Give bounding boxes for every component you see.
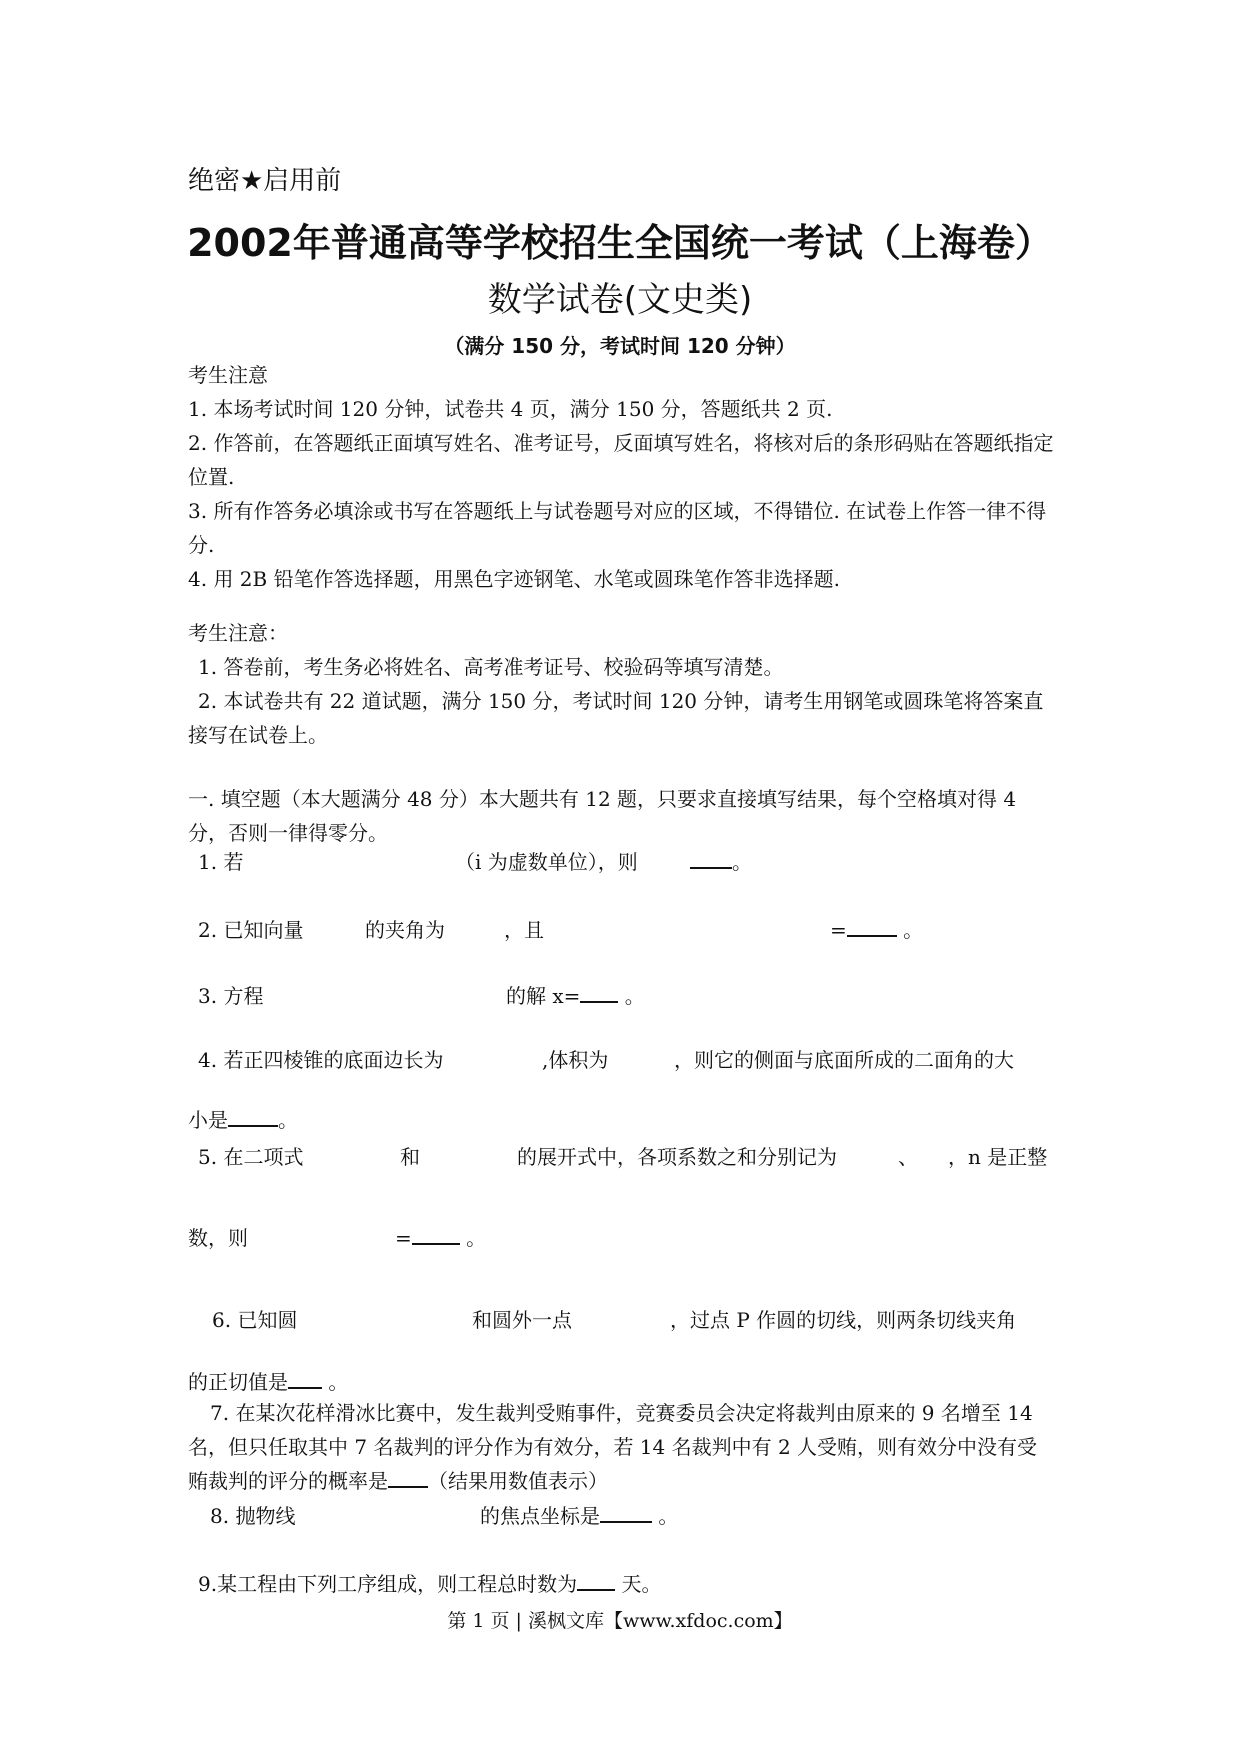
q4-text-b: ,体积为	[542, 1048, 609, 1072]
q3-answer-wrap	[506, 980, 645, 1009]
q2-text-d: =	[830, 918, 847, 942]
question-6	[212, 1304, 297, 1333]
q9-text-a: 9.某工程由下列工序组成，则工程总时数为	[198, 1572, 578, 1596]
notice-item: 2. 本试卷共有 22 道试题，满分 150 分，考试时间 120 分钟，请考生用钢笔或圆珠笔将答案直接写在试卷上。	[188, 689, 1044, 747]
q5-text-c-wrap	[517, 1141, 837, 1170]
q2-text-b: 的夹角为	[365, 918, 445, 942]
notice-item: 1. 本场考试时间 120 分钟，试卷共 4 页，满分 150 分，答题纸共 2 页.	[188, 397, 833, 421]
notice-item: 2. 作答前，在答题纸正面填写姓名、准考证号，反面填写姓名，将核对后的条形码贴在答题纸指定位置.	[188, 431, 1054, 489]
q3-text-b: 的解 x=	[506, 984, 581, 1008]
question-5	[198, 1141, 303, 1170]
answer-blank[interactable]	[847, 915, 897, 937]
q9-text-b: 天。	[621, 1572, 662, 1596]
answer-blank[interactable]	[690, 847, 732, 869]
question-3	[198, 980, 263, 1009]
q8-text-b: 的焦点坐标是	[480, 1504, 600, 1528]
q4-text-a: 4. 若正四棱锥的底面边长为	[198, 1048, 444, 1072]
q5-text-d-wrap	[898, 1141, 918, 1170]
question-1	[198, 846, 243, 875]
q3-text-c: 。	[624, 984, 645, 1008]
q4-text-e: 。	[278, 1108, 298, 1132]
q5-text-h: 。	[466, 1226, 487, 1250]
question-8	[210, 1500, 295, 1529]
notice-block-1	[188, 358, 1054, 596]
q2-text-b-wrap	[365, 914, 445, 943]
page-footer: 第 1 页 | 溪枫文库【www.xfdoc.com】	[447, 1610, 793, 1632]
q5-text-b-wrap	[400, 1141, 420, 1170]
q4-text-c-wrap	[674, 1044, 1014, 1073]
q8-text-c: 。	[658, 1504, 679, 1528]
q8-text-a: 8. 抛物线	[210, 1504, 296, 1528]
notice-heading: 考生注意：	[188, 621, 288, 645]
q1-answer-wrap	[690, 846, 752, 875]
q6-text-d: 的正切值是	[188, 1370, 288, 1394]
q7-text: 7. 在某次花样滑冰比赛中，发生裁判受贿事件，竞赛委员会决定将裁判由原来的 9 名增至 14 名，但只任取其中 7 名裁判的评分作为有效分，若 14 名裁判中有 2 人受贿，则有效分中没有受贿裁判的评分的概率是	[188, 1401, 1038, 1493]
notice-item: 1. 答卷前，考生务必将姓名、高考准考证号、校验码等填写清楚。	[198, 655, 784, 679]
notice-item: 3. 所有作答务必填涂或书写在答题纸上与试卷题号对应的区域，不得错位. 在试卷上作答一律不得分.	[188, 499, 1047, 557]
exam-title: 2002年普通高等学校招生全国统一考试（上海卷）	[187, 221, 1053, 265]
q6-text-c: ，过点 P 作圆的切线，则两条切线夹角	[670, 1308, 1017, 1332]
q6-text-e: 。	[328, 1370, 349, 1394]
q5-text-e: ，n 是正整	[948, 1145, 1048, 1169]
answer-blank[interactable]	[412, 1223, 460, 1245]
q8-answer-wrap	[480, 1500, 678, 1529]
q1-text-a: 1. 若	[198, 850, 244, 874]
q5-text-g: =	[395, 1226, 412, 1250]
q5-answer-wrap	[395, 1222, 486, 1251]
notice-heading: 考生注意	[188, 363, 268, 387]
q2-text-c: ，且	[504, 918, 544, 942]
answer-blank[interactable]	[580, 981, 618, 1003]
question-7	[188, 1396, 1054, 1498]
notice-block-2	[188, 616, 1054, 752]
q6-text-b: 和圆外一点	[472, 1308, 572, 1332]
answer-blank[interactable]	[600, 1501, 652, 1523]
answer-blank[interactable]	[288, 1367, 322, 1389]
confidential-label: 绝密★启用前	[188, 166, 342, 196]
q4-answer-wrap	[188, 1104, 298, 1133]
q6-answer-wrap	[188, 1366, 348, 1395]
q6-text-b-wrap	[472, 1304, 572, 1333]
q2-text-e: 。	[903, 918, 924, 942]
q3-text-a: 3. 方程	[198, 984, 264, 1008]
q2-answer-wrap	[830, 914, 923, 943]
question-4	[198, 1044, 443, 1073]
q1-text-b-wrap	[455, 846, 638, 875]
q7-tail: （结果用数值表示）	[428, 1469, 608, 1493]
q5-text-e-wrap	[948, 1141, 1047, 1170]
q5-text-a: 5. 在二项式	[198, 1145, 304, 1169]
q1-text-b: （i 为虚数单位），则	[455, 850, 638, 874]
answer-blank[interactable]	[388, 1466, 428, 1488]
section-intro: 一. 填空题（本大题满分 48 分）本大题共有 12 题，只要求直接填写结果，每个空格填对得 4 分，否则一律得零分。	[188, 787, 1017, 845]
q6-text-c-wrap	[670, 1304, 1016, 1333]
q5-text-f-wrap	[188, 1222, 248, 1251]
q4-text-c: ，则它的侧面与底面所成的二面角的大	[674, 1048, 1014, 1072]
question-2	[198, 914, 303, 943]
q6-text-a: 6. 已知圆	[212, 1308, 298, 1332]
full-marks-note: （满分 150 分，考试时间 120 分钟）	[444, 334, 796, 358]
q5-text-f: 数，则	[188, 1226, 248, 1250]
answer-blank[interactable]	[577, 1569, 615, 1591]
q1-text-c: 。	[732, 850, 752, 874]
notice-item: 4. 用 2B 铅笔作答选择题，用黑色字迹钢笔、水笔或圆珠笔作答非选择题.	[188, 567, 840, 591]
question-9	[198, 1568, 661, 1597]
q5-text-b: 和	[400, 1145, 420, 1169]
answer-blank[interactable]	[228, 1105, 278, 1127]
q2-text-a: 2. 已知向量	[198, 918, 304, 942]
q4-text-d: 小是	[188, 1108, 228, 1132]
q5-text-d: 、	[898, 1145, 918, 1169]
q5-text-c: 的展开式中，各项系数之和分别记为	[517, 1145, 837, 1169]
q2-text-c-wrap	[504, 914, 544, 943]
q4-text-b-wrap	[542, 1044, 608, 1073]
exam-subtitle: 数学试卷(文史类)	[487, 280, 753, 320]
